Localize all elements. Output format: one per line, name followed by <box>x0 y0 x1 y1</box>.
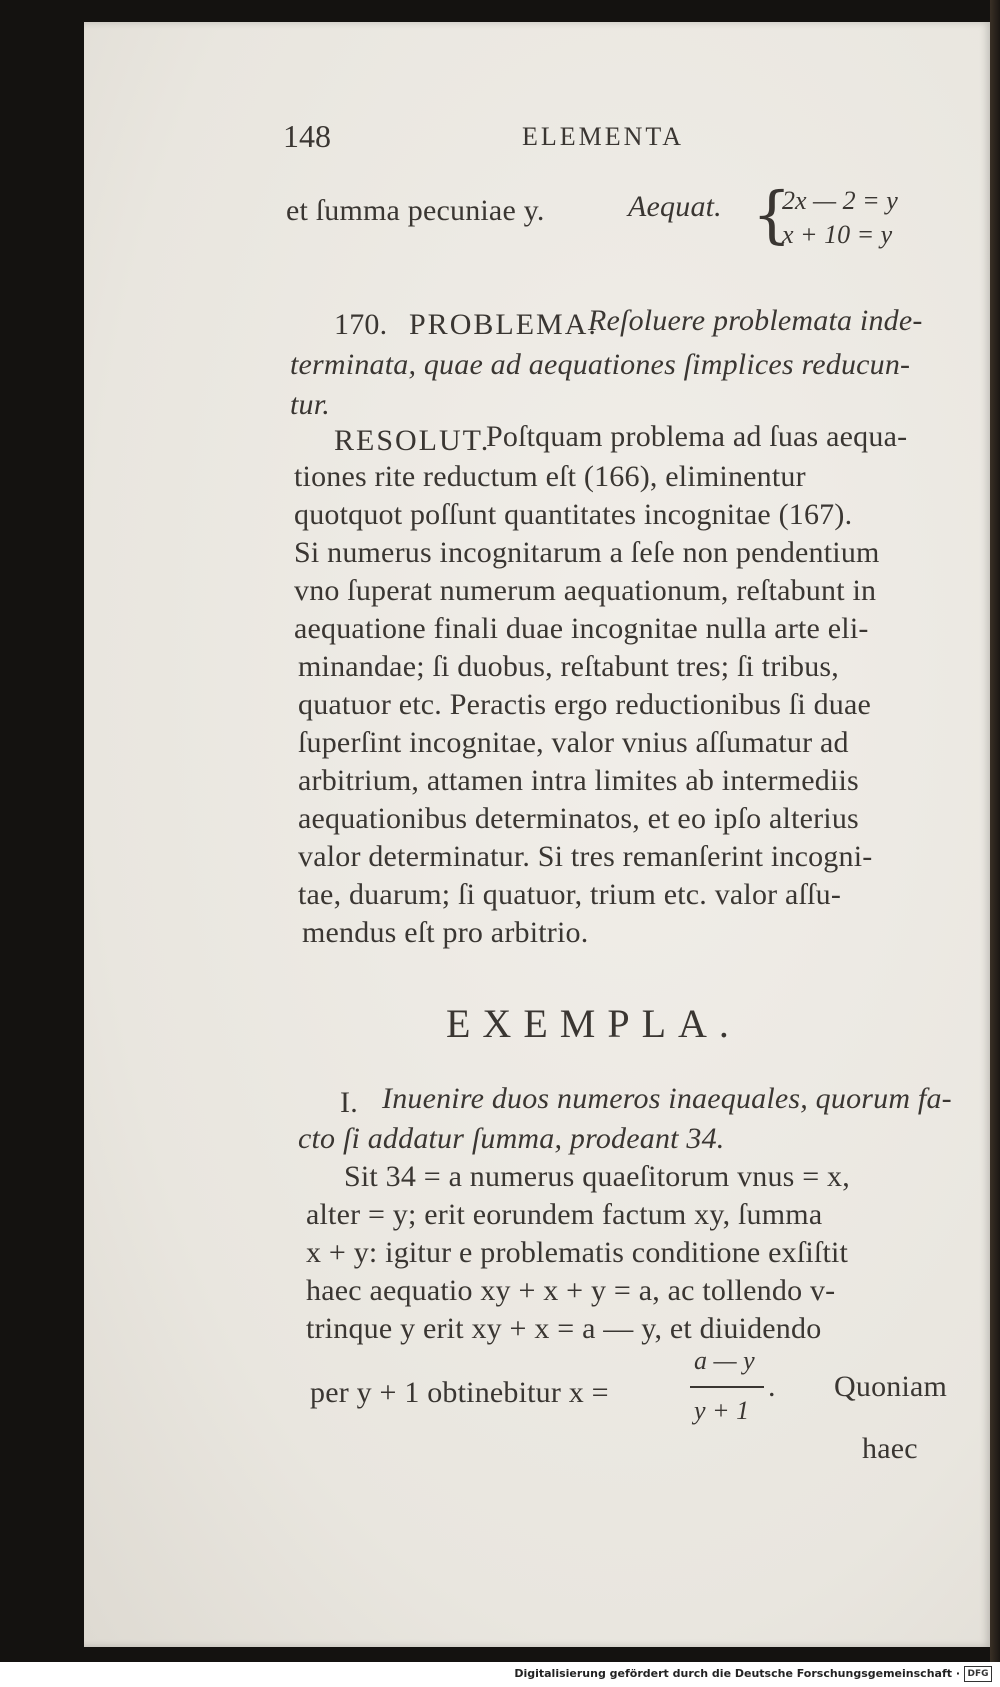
exempla-heading: EXEMPLA. <box>446 1001 741 1046</box>
catchword: haec <box>862 1432 918 1465</box>
resolutio-line-7: minandae; ſi duobus, reſtabunt tres; ſi tribus, <box>298 650 839 683</box>
fraction-denominator: y + 1 <box>694 1396 750 1425</box>
problema-label: PROBLEMA. <box>409 308 598 341</box>
per-line: per y + 1 obtinebitur x = <box>310 1376 609 1409</box>
resolutio-line-5: vno ſuperat numerum aequationum, reſtabunt in <box>294 574 877 607</box>
exemplum-number: I. <box>340 1086 358 1119</box>
resolutio-line-12: valor determinatur. Si tres remanſerint incogni- <box>298 840 873 873</box>
resolutio-line-2: tiones rite reductum eſt (166), eliminentur <box>294 460 806 493</box>
resolutio-line-10: arbitrium, attamen intra limites ab intermediis <box>298 764 859 797</box>
problema-line-2: terminata, quae ad aequationes ſimplices reducun- <box>290 348 911 381</box>
resolutio-line-1: Poſtquam problema ad ſuas aequa- <box>486 420 908 453</box>
exemplum-line-1: Inuenire duos numeros inaequales, quorum fa- <box>382 1082 952 1115</box>
exemplum-text-2: alter = y; erit eorundem factum xy, ſumma <box>306 1198 823 1231</box>
dfg-logo: DFG <box>964 1666 992 1682</box>
aequat-label: Aequat. <box>628 190 722 223</box>
digitization-credit: Digitalisierung gefördert durch die Deutsche Forschungsgemeinschaft · <box>514 1667 960 1680</box>
problema-line-1: Reſoluere problemata inde- <box>588 304 923 337</box>
fraction-period: . <box>768 1370 776 1403</box>
resolutio-label: RESOLUT. <box>334 424 491 457</box>
problema-line-3: tur. <box>290 388 330 421</box>
quoniam-word: Quoniam <box>834 1370 948 1403</box>
fraction-numerator: a — y <box>694 1346 755 1375</box>
resolutio-line-4: Si numerus incognitarum a ſeſe non pendentium <box>294 536 880 569</box>
page-number: 148 <box>283 118 331 154</box>
resolutio-line-9: ſuperſint incognitae, valor vnius aſſumatur ad <box>298 726 849 759</box>
problema-number: 170. <box>334 308 388 341</box>
equation-brace: { <box>752 178 792 251</box>
equation-1: 2x — 2 = y <box>782 186 898 215</box>
exemplum-line-2: cto ſi addatur ſumma, prodeant 34. <box>298 1122 725 1155</box>
resolutio-line-6: aequatione finali duae incognitae nulla arte eli- <box>294 612 869 645</box>
exemplum-text-1: Sit 34 = a numerus quaeſitorum vnus = x, <box>344 1160 850 1193</box>
running-title: ELEMENTA <box>522 122 684 151</box>
resolutio-line-8: quatuor etc. Peractis ergo reductionibus ſi duae <box>298 688 872 721</box>
equation-2: x + 10 = y <box>782 220 893 249</box>
exemplum-text-3: x + y: igitur e problematis conditione exſiſtit <box>306 1236 849 1269</box>
exemplum-text-4: haec aequatio xy + x + y = a, ac tollendo v- <box>306 1274 836 1307</box>
resolutio-line-11: aequationibus determinatos, et eo ipſo alterius <box>298 802 859 835</box>
footer-bar <box>0 1662 1000 1687</box>
intro-line: et ſumma pecuniae y. <box>286 194 545 227</box>
resolutio-line-14: mendus eſt pro arbitrio. <box>302 916 589 949</box>
resolutio-line-3: quotquot poſſunt quantitates incognitae (167). <box>294 498 853 531</box>
fraction-bar <box>690 1386 764 1388</box>
resolutio-line-13: tae, duarum; ſi quatuor, trium etc. valor aſſu- <box>298 878 842 911</box>
exemplum-text-5: trinque y erit xy + x = a — y, et diuidendo <box>306 1312 822 1345</box>
book-edge <box>990 0 1000 1662</box>
